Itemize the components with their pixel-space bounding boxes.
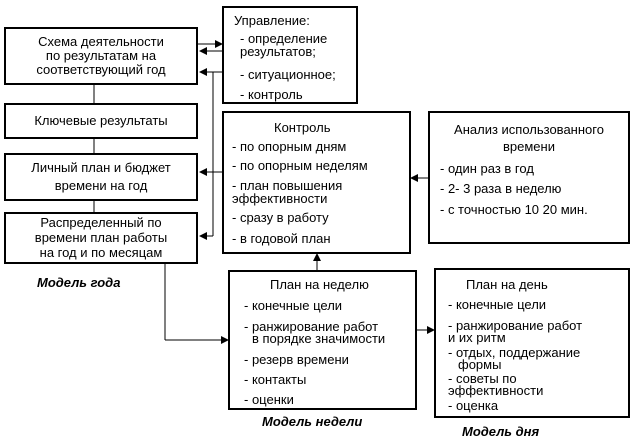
day-plan-item-2: - ранжирование работ <box>448 318 583 333</box>
management-item-4: - контроль <box>240 87 303 102</box>
control-item-2: - по опорным неделям <box>232 158 368 173</box>
control-item-3: - план повышения <box>232 178 343 193</box>
week-plan-item-2: - ранжирование работ <box>244 319 379 334</box>
day-plan-item-4: - отдых, поддержание <box>448 345 581 360</box>
week-plan-item-4: - резерв времени <box>244 352 349 367</box>
day-plan-item-3: и их ритм <box>448 330 506 345</box>
week-plan-item-3: в порядке значимости <box>252 331 386 346</box>
control-box <box>222 111 411 254</box>
day-plan-item-1: - конечные цели <box>448 297 547 312</box>
scheme-box <box>4 27 198 85</box>
personal-plan-line-1: Личный план и бюджет <box>31 160 171 175</box>
week-plan-box <box>228 270 417 410</box>
scheme-line-2: по результатам на <box>45 48 157 63</box>
scheme-line-1: Схема деятельности <box>38 34 164 49</box>
analysis-item-1: - один раз в год <box>440 161 534 176</box>
day-plan-item-5: формы <box>458 357 502 372</box>
week-plan-item-1: - конечные цели <box>244 298 343 313</box>
control-item-1: - по опорным дням <box>232 139 347 154</box>
management-item-3: - ситуационное; <box>240 67 336 82</box>
caption-year-model: Модель года <box>37 275 121 290</box>
week-plan-item-5: - контакты <box>244 372 307 387</box>
analysis-item-3: - с точностью 10 20 мин. <box>440 202 588 217</box>
distributed-plan-box <box>4 212 198 264</box>
analysis-line-2: времени <box>503 139 555 154</box>
scheme-line-3: соответствующий год <box>36 62 166 77</box>
day-plan-item-7: эффективности <box>448 383 544 398</box>
caption-week-model: Модель недели <box>262 414 363 429</box>
control-title: Контроль <box>274 120 331 135</box>
key-results-box <box>4 103 198 139</box>
day-plan-box <box>434 268 630 418</box>
key-results-label: Ключевые результаты <box>34 113 168 128</box>
analysis-box <box>428 111 630 244</box>
control-item-6: - в годовой план <box>232 231 331 246</box>
personal-plan-box <box>4 153 198 201</box>
distributed-plan-line-2: времени план работы <box>34 230 168 245</box>
management-title: Управление: <box>234 13 310 28</box>
distributed-plan-line-1: Распределенный по <box>40 215 162 230</box>
analysis-item-2: - 2- 3 раза в неделю <box>440 181 562 196</box>
analysis-line-1: Анализ использованного <box>454 122 604 137</box>
management-box <box>222 6 358 104</box>
management-item-1: - определение <box>240 31 328 46</box>
day-plan-item-8: - оценка <box>448 398 499 413</box>
distributed-plan-line-3: на год и по месяцам <box>39 245 163 260</box>
control-item-5: - сразу в работу <box>232 210 329 225</box>
caption-day-model: Модель дня <box>462 424 540 439</box>
control-item-4: эффективности <box>232 191 328 206</box>
management-item-2: результатов; <box>240 44 316 59</box>
week-plan-item-6: - оценки <box>244 392 294 407</box>
week-plan-title: План на неделю <box>270 277 369 292</box>
day-plan-title: План на день <box>466 277 548 292</box>
personal-plan-line-2: времени на год <box>54 178 148 193</box>
day-plan-item-6: - советы по <box>448 371 517 386</box>
